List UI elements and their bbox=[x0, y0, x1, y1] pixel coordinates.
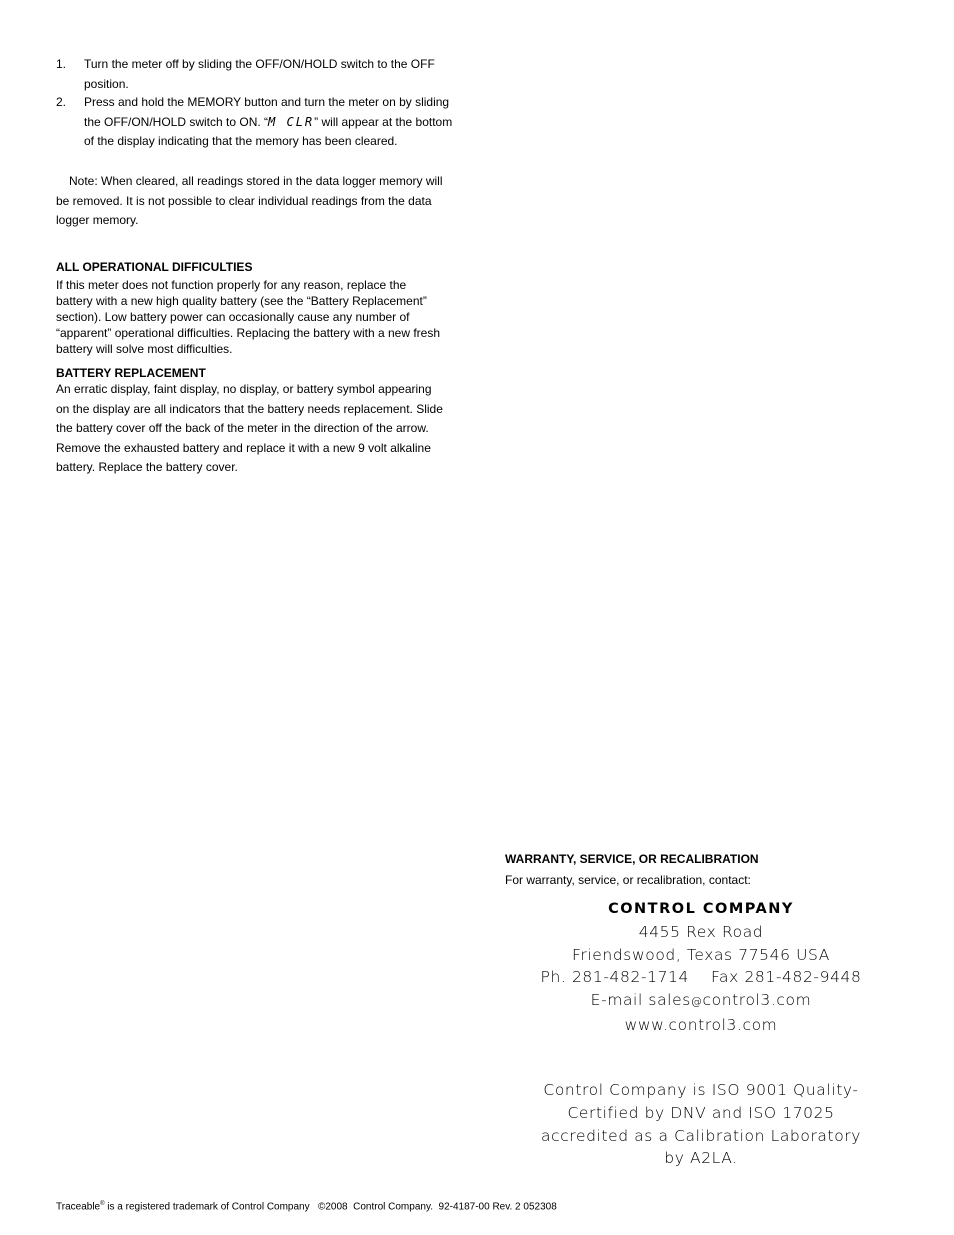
step-2 bbox=[56, 93, 456, 152]
company-fax: Fax 281-482-9448 bbox=[710, 968, 862, 987]
certification-statement: Control Company is ISO 9001 Quality- Certified by DNV and ISO 17025 accredited as a Calibration Laboratory by A2LA. bbox=[540, 1081, 862, 1168]
battery-heading: BATTERY REPLACEMENT bbox=[56, 366, 206, 380]
company-contact bbox=[500, 898, 902, 1037]
warranty-intro: For warranty, service, or recalibration, contact: bbox=[505, 873, 751, 887]
step-1 bbox=[56, 55, 456, 94]
step-text-after: ” will appear at the bottom of the display indicating that the memory has been cleared. bbox=[84, 114, 453, 148]
operational-body: If this meter does not function properly for any reason, replace the battery with a new high quality battery (see the “Battery Replacement” section). Low battery power can occasionally cause any number of “apparent” operational difficulties. Replacing the battery with a new fresh battery will solve most difficulties. bbox=[56, 278, 440, 356]
lcd-display-code: M CLR bbox=[268, 114, 315, 129]
step-text: Turn the meter off by sliding the OFF/ON/HOLD switch to the OFF position. bbox=[84, 57, 435, 91]
company-website[interactable]: www.control3.com bbox=[624, 1015, 778, 1034]
company-email[interactable]: E-mail sales@control3.com bbox=[590, 991, 812, 1010]
battery-body: An erratic display, faint display, no display, or battery symbol appearing on the display are all indicators that the battery needs replacement. Slide the battery cover off the back of the meter in the direction of the arrow. Remove the exhausted battery and replace it with a new 9 volt alkaline battery. Replace the battery cover. bbox=[56, 382, 443, 474]
step-text-before: Press and hold the MEMORY button and turn the meter on by sliding the OFF/ON/HOLD switch to ON. “ bbox=[84, 95, 450, 129]
footer-trademark: Traceable® is a registered trademark of Control Company ©2008 Control Company. 92-4187-00 Rev. 2 052308 bbox=[56, 1201, 557, 1213]
company-city: Friendswood, Texas 77546 USA bbox=[572, 945, 830, 964]
company-phone-fax bbox=[500, 966, 902, 989]
warranty-heading: WARRANTY, SERVICE, OR RECALIBRATION bbox=[505, 852, 759, 866]
step-number: 1. bbox=[56, 57, 67, 71]
company-street: 4455 Rex Road bbox=[638, 922, 764, 941]
memory-clear-note: Note: When cleared, all readings stored in the data logger memory will be removed. It is not possible to clear individual readings from the data logger memory. bbox=[56, 174, 443, 227]
company-name: CONTROL COMPANY bbox=[608, 901, 794, 917]
company-phone: Ph. 281-482-1714 bbox=[540, 968, 689, 987]
operational-heading: ALL OPERATIONAL DIFFICULTIES bbox=[56, 260, 253, 274]
step-number: 2. bbox=[56, 95, 67, 109]
